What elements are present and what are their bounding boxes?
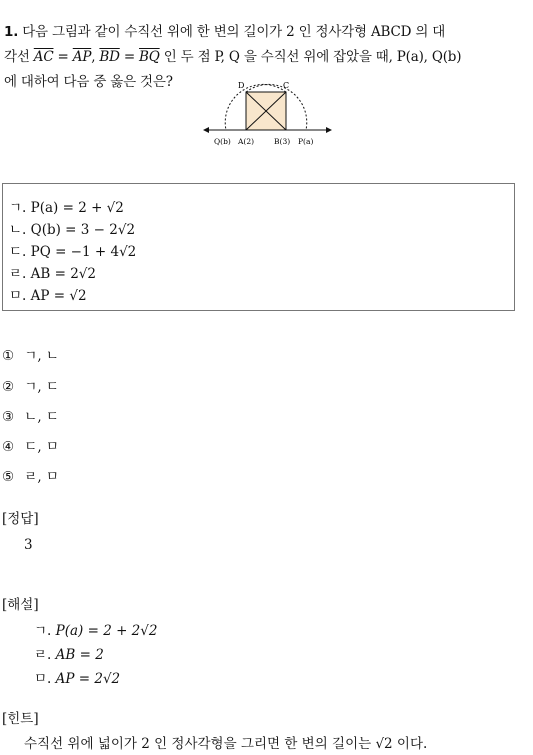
label-a: A(2): [238, 137, 255, 146]
answer-label: [정답]: [2, 511, 39, 527]
option-1[interactable]: ① ㄱ, ㄴ: [2, 348, 59, 364]
answer-value: 3: [24, 537, 33, 553]
statement-5: ㅁ. AP = √2: [9, 288, 87, 304]
label-q: Q(b): [214, 137, 231, 146]
label-d: D: [238, 81, 245, 90]
option-5[interactable]: ⑤ ㄹ, ㅁ: [2, 469, 59, 485]
question-line-2: 각선 $\overline{AC} = \overline{AP}$, $\overline{BD} = \overline{BQ}$ 인 두 점 P, Q 을 수직선 위에 잡았을 때, P(a), Q(b): [4, 49, 462, 65]
statement-1: ㄱ. P(a) = 2 + √2: [9, 200, 124, 216]
segment-ac: $\overline{AC}$: [33, 49, 54, 65]
statement-3: ㄷ. PQ = −1 + 4√2: [9, 244, 137, 260]
label-p: P(a): [298, 137, 314, 146]
hint-label: [힌트]: [2, 711, 39, 727]
question-line-1: 1. 다음 그림과 같이 수직선 위에 한 변의 길이가 2 인 정사각형 ABCD 의 대: [4, 24, 446, 40]
explanation-label: [해설]: [2, 597, 39, 613]
segment-bd: $\overline{BD}$: [99, 49, 120, 65]
statement-4: ㄹ. AB = 2√2: [9, 266, 96, 282]
statements-box: [2, 183, 515, 311]
explanation-item-3: ㅁ. AP = 2√2: [34, 671, 121, 687]
explanation-item-1: ㄱ. P(a) = 2 + 2√2: [34, 623, 158, 639]
explanation-item-2: ㄹ. AB = 2: [34, 647, 104, 663]
option-3[interactable]: ③ ㄴ, ㄷ: [2, 409, 59, 425]
arrow-right-icon: [326, 127, 332, 133]
segment-bq: $\overline{BQ}$: [139, 49, 160, 65]
number-line-figure: [200, 78, 335, 150]
option-4[interactable]: ④ ㄷ, ㅁ: [2, 439, 59, 455]
arrow-left-icon: [203, 127, 209, 133]
statement-2: ㄴ. Q(b) = 3 − 2√2: [9, 222, 136, 238]
label-c: C: [283, 81, 290, 90]
question-line-3: 에 대하여 다음 중 옳은 것은?: [4, 74, 173, 90]
hint-text: 수직선 위에 넓이가 2 인 정사각형을 그리면 한 변의 길이는 √2 이다.: [24, 736, 428, 752]
segment-ap: $\overline{AP}$: [72, 49, 92, 65]
question-number: 1.: [4, 24, 19, 40]
option-2[interactable]: ② ㄱ, ㄷ: [2, 379, 59, 395]
label-b: B(3): [274, 137, 291, 146]
